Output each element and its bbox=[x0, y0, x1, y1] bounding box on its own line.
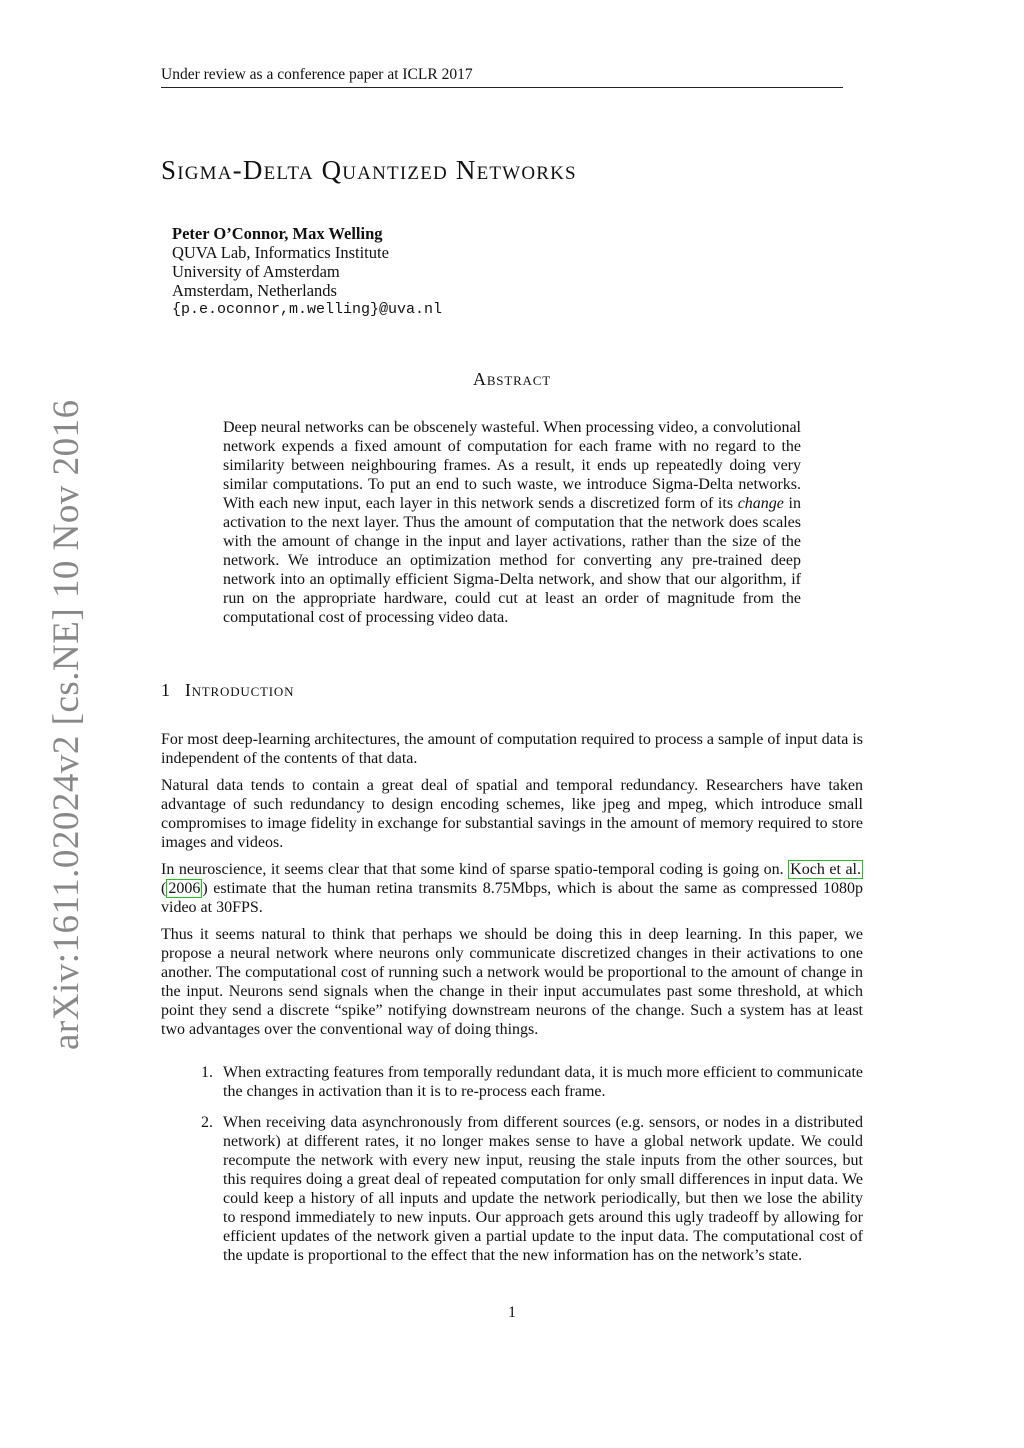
list-item-text: When receiving data asynchronously from different sources (e.g. sensors, or nodes in a distributed network) at different rates, it no longer makes sense to have a global network update. We could recompute the network with every new input, reusing the stale inputs from the other sources, but this requires doing a great deal of repeated computation for only small differences in input data. We could keep a history of all inputs and update the network periodically, but then we lose the ability to respond immediately to new inputs. Our approach gets around this ugly tradeoff by allowing for efficient updates of the network given a partial update to the input data. The computational cost of the update is proportional to the effect that the new information has on the network’s state. bbox=[223, 1114, 863, 1264]
running-title: Under review as a conference paper at ICLR 2017 bbox=[161, 66, 473, 83]
paragraph-2: Natural data tends to contain a great deal of spatial and temporal redundancy. Researchers have taken advantage of such redundancy to design encoding schemes, like jpeg and mpeg, which introduce small compromises to image fidelity in exchange for substantial savings in the amount of memory required to store images and videos. bbox=[161, 777, 863, 851]
list-item-text: When extracting features from temporally redundant data, it is much more efficient to communicate the changes in activation than it is to re-process each frame. bbox=[223, 1064, 863, 1100]
affiliation-university: University of Amsterdam bbox=[172, 262, 340, 281]
introduction-body bbox=[161, 730, 863, 1277]
paper-title: Sigma-Delta Quantized Networks bbox=[161, 155, 577, 185]
arxiv-stamp: arXiv:1611.02024v2 [cs.NE] 10 Nov 2016 bbox=[46, 399, 87, 1050]
section-heading-introduction bbox=[161, 680, 294, 701]
paragraph-3-part-b: ) estimate that the human retina transmits 8.75Mbps, which is about the same as compressed 1080p video at 30FPS. bbox=[161, 880, 863, 916]
paragraph-4: Thus it seems natural to think that perhaps we should be doing this in deep learning. In this paper, we propose a neural network where neurons only communicate discretized changes in their activations to one another. The computational cost of running such a network would be proportional to the amount of change in the input. Neurons send signals when the change in their input accumulates past some threshold, at which point they send a discrete “spike” notifying downstream neurons of the change. Such a system has at least two advantages over the conventional way of doing things. bbox=[161, 926, 863, 1038]
affiliation-location: Amsterdam, Netherlands bbox=[172, 281, 337, 300]
list-item bbox=[161, 1113, 863, 1265]
list-marker: 2. bbox=[201, 1114, 213, 1131]
advantages-list bbox=[161, 1063, 863, 1265]
page-number: 1 bbox=[508, 1304, 516, 1321]
list-item bbox=[161, 1063, 863, 1101]
paragraph-3-part-a: In neuroscience, it seems clear that that some kind of sparse spatio-temporal coding is going on. bbox=[161, 861, 789, 878]
citation-link-year[interactable]: 2006 bbox=[168, 880, 201, 897]
list-marker: 1. bbox=[201, 1064, 213, 1081]
citation-open-paren: ( bbox=[161, 880, 167, 897]
abstract-text bbox=[223, 418, 801, 627]
abstract-emphasis: change bbox=[737, 495, 784, 512]
abstract-heading: Abstract bbox=[473, 369, 551, 389]
section-title-text: Introduction bbox=[184, 680, 295, 700]
paragraph-1: For most deep-learning architectures, the amount of computation required to process a sample of input data is independent of the contents of that data. bbox=[161, 731, 863, 767]
citation-link-author[interactable]: Koch et al. bbox=[790, 861, 862, 878]
running-header bbox=[161, 66, 843, 88]
author-block bbox=[172, 224, 442, 319]
abstract-text-part-1: Deep neural networks can be obscenely wasteful. When processing video, a convolutional network expends a fixed amount of computation for each frame with no regard to the similarity between neighbouring frames. As a result, it ends up repeatedly doing very similar computations. To put an end to such waste, we introduce Sigma-Delta networks. With each new input, each layer in this network sends a discretized form of its bbox=[223, 419, 801, 512]
affiliation-lab: QUVA Lab, Informatics Institute bbox=[172, 243, 389, 262]
section-number: 1 bbox=[161, 680, 171, 700]
abstract-text-part-2: in activation to the next layer. Thus the amount of computation that the network does scales with the amount of change in the input and layer activations, rather than the size of the network. We introduce an optimization method for converting any pre-trained deep network into an optimally efficient Sigma-Delta network, and show that our algorithm, if run on the appropriate hardware, could cut at least an order of magnitude from the computational cost of processing video data. bbox=[223, 495, 801, 626]
author-names: Peter O’Connor, Max Welling bbox=[172, 224, 383, 243]
author-email: {p.e.oconnor,m.welling}@uva.nl bbox=[172, 301, 443, 318]
paragraph-3 bbox=[161, 860, 863, 917]
